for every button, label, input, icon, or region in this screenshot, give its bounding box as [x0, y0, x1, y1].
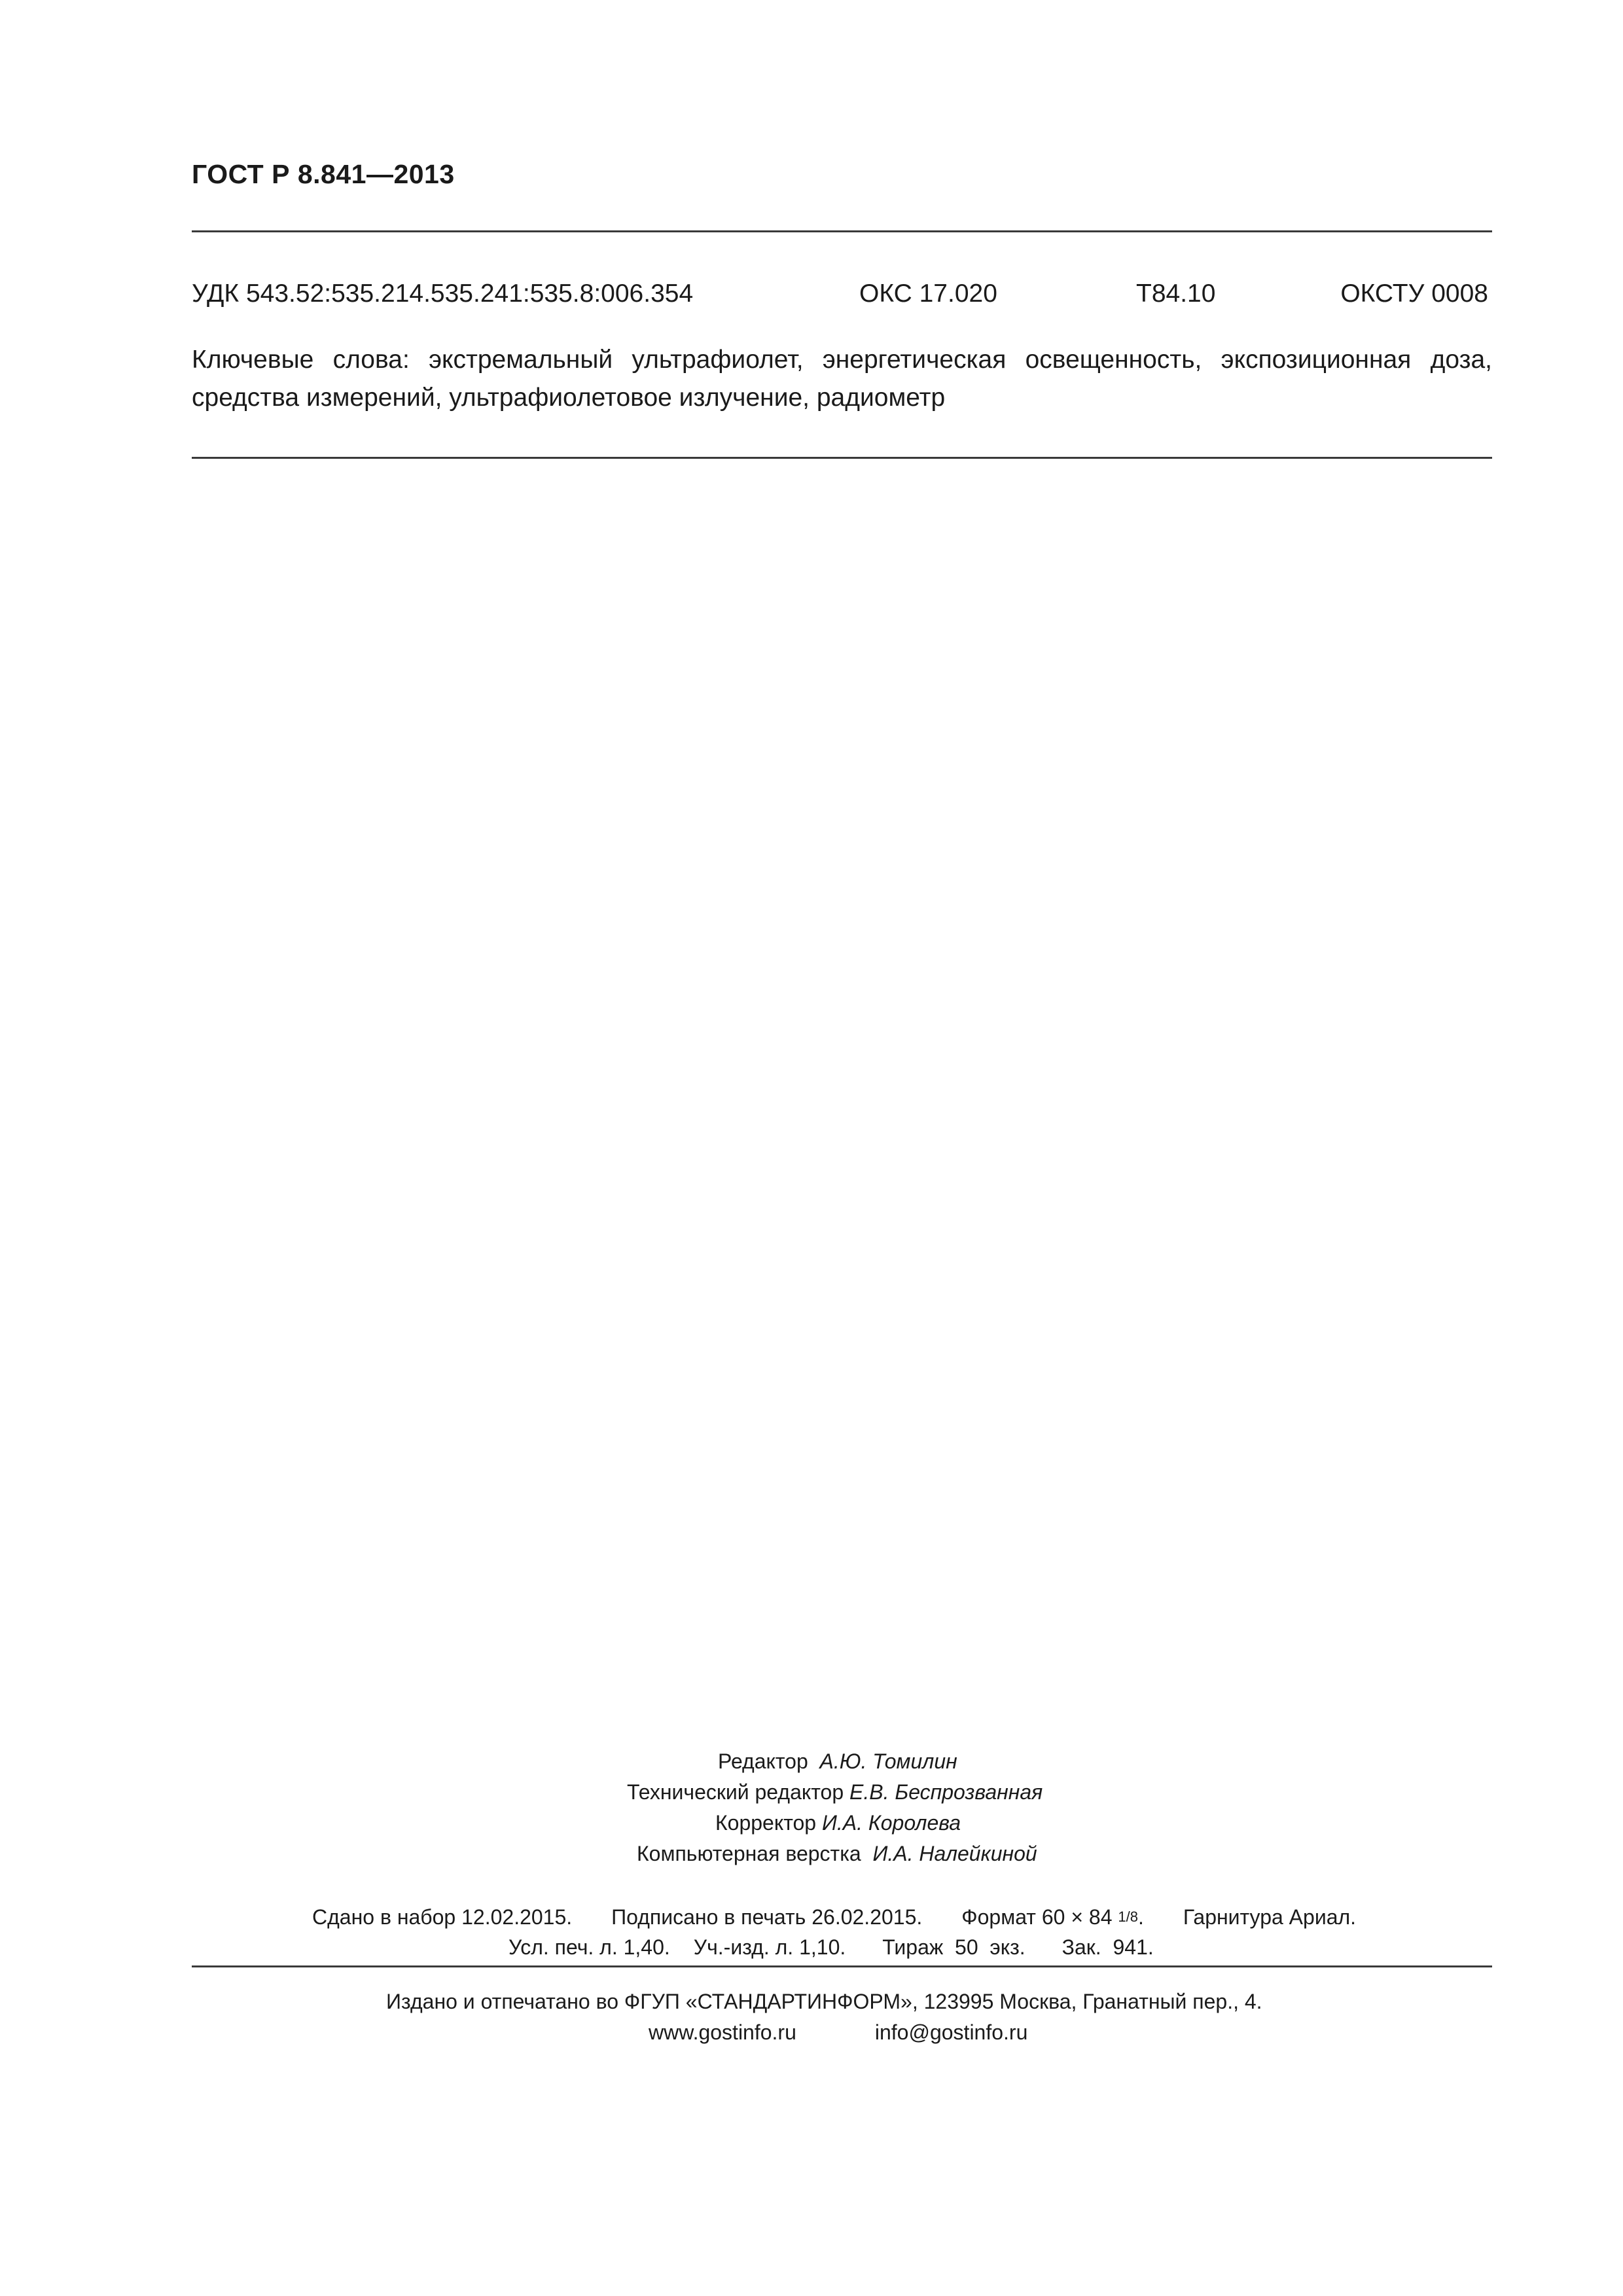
layout-name: И.А. Налейкиной: [872, 1842, 1037, 1865]
udk-code: УДК 543.52:535.214.535.241:535.8:006.354: [192, 279, 694, 308]
document-code: ГОСТ Р 8.841—2013: [192, 159, 455, 189]
oks-code: ОКС 17.020: [859, 279, 997, 308]
publisher-sheets: Уч.-изд. л. 1,10.: [693, 1935, 846, 1959]
editor-credit: [718, 1746, 957, 1777]
circulation-value: 50: [955, 1935, 978, 1959]
sent-to-typeset: Сдано в набор 12.02.2015.: [312, 1905, 573, 1929]
editor-label: Редактор: [718, 1749, 808, 1773]
publisher-line: Издано и отпечатано во ФГУП «СТАНДАРТИНФОРМ», 123995 Москва, Гранатный пер., 4.: [386, 1990, 1262, 2013]
okstu-code: ОКСТУ 0008: [1340, 279, 1488, 308]
bottom-divider: [192, 1965, 1492, 1967]
format-value: 84: [1088, 1905, 1113, 1929]
proofreader-name: И.А. Королева: [821, 1811, 961, 1835]
format-times: ×: [1071, 1905, 1083, 1929]
proofreader-label: Корректор: [715, 1811, 817, 1835]
layout-label: Компьютерная верстка: [637, 1842, 861, 1865]
tech-editor-credit: [627, 1777, 1043, 1808]
typeface: Гарнитура Ариал.: [1183, 1905, 1357, 1929]
tech-editor-name: Е.В. Беспрозванная: [849, 1780, 1043, 1804]
format-prefix: Формат 60: [961, 1905, 1065, 1929]
order-label: Зак.: [1061, 1935, 1101, 1959]
t-code: Т84.10: [1136, 279, 1216, 308]
signed-to-print: Подписано в печать 26.02.2015.: [611, 1905, 923, 1929]
print-sheets: Усл. печ. л. 1,40.: [508, 1935, 670, 1959]
format-suffix: .: [1137, 1905, 1144, 1929]
layout-credit: [637, 1839, 1037, 1869]
circulation-label: Тираж: [882, 1935, 944, 1959]
keywords-divider: [192, 457, 1492, 459]
proofreader-credit: [715, 1808, 961, 1839]
email-link[interactable]: info@gostinfo.ru: [874, 2020, 1028, 2044]
editor-name: А.Ю. Томилин: [819, 1749, 957, 1773]
circulation-unit: экз.: [990, 1935, 1026, 1959]
top-divider: [192, 230, 1492, 232]
website-link[interactable]: www.gostinfo.ru: [649, 2020, 796, 2044]
tech-editor-label: Технический редактор: [627, 1780, 844, 1804]
print-info-line-2: [508, 1932, 1154, 1963]
contacts-line: [649, 2017, 1027, 2048]
classification-row: [192, 279, 1492, 312]
print-info-line-1: [312, 1901, 1356, 1933]
order-value: 941.: [1113, 1935, 1154, 1959]
keywords: Ключевые слова: экстремальный ультрафиолет, энергетическая освещенность, экспозиционная доза, средства измерений, ультрафиолетовое излучение, радиометр: [192, 346, 1492, 412]
format-fraction: 1/8: [1118, 1909, 1138, 1925]
